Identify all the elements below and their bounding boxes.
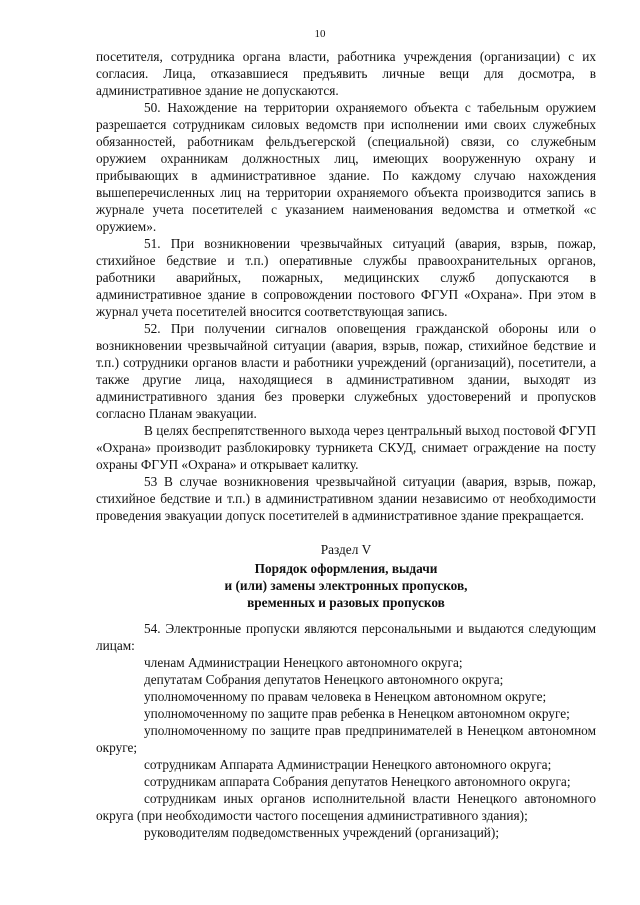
section-heading [96,541,596,611]
section-title-line: Порядок оформления, выдачи [254,561,438,576]
paragraph-50: 50. Нахождение на территории охраняемого объекта с табельным оружием разрешается сотрудникам силовых ведомств при исполнении ими своих служебных обязанностей, работникам фельдъегерской (специальной) связи, со служебным оружием охранникам должностных лиц, имеющих вооруженную охрану и прибывающих в административное здание. По каждому случаю нахождения вышеперечисленных лиц на территории охраняемого объекта производится запись в журнале учета посетителей с указанием наименования ведомства и отметкой «с оружием». [96,100,596,234]
list-item: депутатам Собрания депутатов Ненецкого автономного округа; [144,672,504,687]
list-item: членам Администрации Ненецкого автономного округа; [144,655,463,670]
list-item: уполномоченному по правам человека в Ненецком автономном округе; [144,689,547,704]
section-title-line: и (или) замены электронных пропусков, [224,578,468,593]
paragraph-52-exit: В целях беспрепятственного выхода через центральный выход постовой ФГУП «Охрана» производит разблокировку турникета СКУД, снимает ограждение на посту охраны ФГУП «Охрана» и открывает калитку. [96,423,596,472]
paragraph-continuation: посетителя, сотрудника органа власти, работника учреждения (организации) с их согласия. Лица, отказавшиеся предъявить личные вещи для досмотра, в административное здание не допускаются. [96,49,596,98]
list-item: сотрудникам аппарата Собрания депутатов Ненецкого автономного округа; [144,774,571,789]
paragraph-51: 51. При возникновении чрезвычайных ситуаций (авария, взрыв, пожар, стихийное бедствие и т.п.) оперативные службы правоохранительных органов, работники аварийных, пожарных, медицинских служб допускаются в административное здание в сопровождении постового ФГУП «Охрана». При этом в журнал учета посетителей вносится соответствующая запись. [96,236,596,319]
list-item: руководителям подведомственных учреждений (организаций); [144,825,500,840]
list-item: уполномоченному по защите прав предпринимателей в Ненецком автономном округе; [96,723,596,755]
pass-holders-list [96,620,596,841]
list-item: уполномоченному по защите прав ребенка в Ненецком автономном округе; [144,706,570,721]
list-item: сотрудникам Аппарата Администрации Ненецкого автономного округа; [144,757,552,772]
paragraph-52: 52. При получении сигналов оповещения гражданской обороны или о возникновении чрезвычайной ситуации (авария, взрыв, пожар, стихийное бедствие и т.п.) сотрудники органов власти и работники учреждений (организаций), посетители, а также другие лица, находящиеся в административном здании, выходят из административного здания без проверки служебных удостоверений и пропусков согласно Планам эвакуации. [96,321,596,421]
list-item: сотрудникам иных органов исполнительной власти Ненецкого автономного округа (при необходимости частого посещения административного здания); [96,791,596,823]
section-label: Раздел V [320,542,372,557]
document-body [96,48,596,524]
section-title-line: временных и разовых пропусков [247,595,445,610]
page-number: 10 [314,28,326,40]
paragraph-53: 53 В случае возникновения чрезвычайной ситуации (авария, взрыв, пожар, стихийное бедствие и т.п.) в административном здании независимо от необходимости проведения эвакуации допуск посетителей в административное здание прекращается. [96,474,596,523]
paragraph-54: 54. Электронные пропуски являются персональными и выдаются следующим лицам: [96,621,596,653]
